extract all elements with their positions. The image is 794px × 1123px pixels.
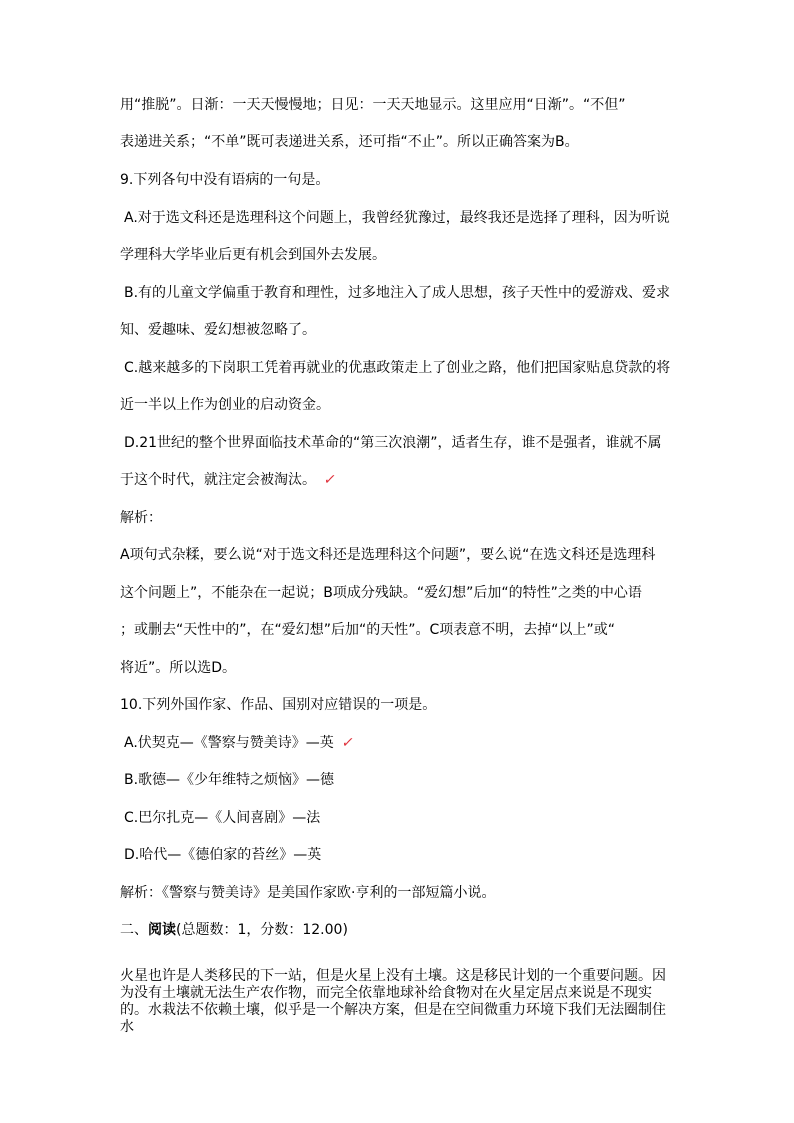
q10-option-b: B.歌德—《少年维特之烦恼》—德 (124, 772, 335, 788)
checkmark-icon: ✓ (340, 735, 356, 751)
q9-option-a-cont: 学理科大学毕业后更有机会到国外去发展。 (120, 247, 386, 263)
question-10: 10.下列外国作家、作品、国别对应错误的一项是。 (120, 697, 437, 713)
q9-option-c-cont: 近一半以上作为创业的启动资金。 (120, 397, 330, 413)
text-line: 表递进关系；“不单”既可表递进关系，还可指“不止”。所以正确答案为B。 (120, 134, 579, 150)
section-meta: (总题数：1，分数：12.00) (176, 922, 348, 938)
q10-option-a: A.伏契克—《警察与赞美诗》—英 (124, 735, 334, 751)
question-9: 9.下列各句中没有语病的一句是。 (120, 172, 330, 188)
q9-option-b-cont: 知、爱趣味、爱幻想被忽略了。 (120, 322, 316, 338)
q9-option-d-cont: 于这个时代，就注定会被淘汰。 (120, 472, 316, 488)
section-prefix: 二、 (120, 922, 148, 938)
text-line: 用“推脱”。日渐：一天天慢慢地；日见：一天天地显示。这里应用“日渐”。“不但” (120, 97, 626, 113)
section-title: 阅读 (148, 922, 176, 938)
q10-option-a-line (124, 733, 684, 753)
q10-option-c: C.巴尔扎克—《人间喜剧》—法 (124, 810, 321, 826)
explanation-q10: 解析：《警察与赞美诗》是美国作家欧·亨利的一部短篇小说。 (120, 885, 496, 901)
q10-option-d: D.哈代—《德伯家的苔丝》—英 (124, 847, 322, 863)
explanation-line: 将近”。所以选D。 (120, 660, 237, 676)
q9-option-d: D.21世纪的整个世界面临技术革命的“第三次浪潮”，适者生存，谁不是强者，谁就不属 (124, 435, 662, 451)
q9-option-b: B.有的儿童文学偏重于教育和理性，过多地注入了成人思想，孩子天性中的爱游戏、爱求 (124, 285, 671, 301)
q9-option-c: C.越来越多的下岗职工凭着再就业的优惠政策走上了创业之路，他们把国家贴息贷款的将 (124, 360, 671, 376)
q9-option-a: A.对于选文科还是选理科这个问题上，我曾经犹豫过，最终我还是选择了理科，因为听说 (124, 210, 670, 226)
section-heading (120, 920, 680, 940)
explanation-line: A项句式杂糅，要么说“对于选文科还是选理科这个问题”，要么说“在选文科还是选理科 (120, 547, 656, 563)
checkmark-icon: ✓ (322, 472, 338, 488)
explanation-line: ；或删去“天性中的”，在“爱幻想”后加“的天性”。C项表意不明，去掉“以上”或“ (120, 622, 616, 638)
reading-passage: 火星也许是人类移民的下一站，但是火星上没有土壤。这是移民计划的一个重要问题。因为没有土壤就无法生产农作物，而完全依靠地球补给食物对在火星定居点来说是不现实的。水栽法不依赖土壤，似乎是一个解决方案，但是在空间微重力环境下我们无法圈制住水 (120, 968, 666, 1035)
explanation-label: 解析： (120, 510, 162, 526)
explanation-line: 这个问题上”，不能杂在一起说；B项成分残缺。“爱幻想”后加“的特性”之类的中心语 (120, 585, 642, 601)
q9-option-d-line2 (120, 470, 680, 490)
